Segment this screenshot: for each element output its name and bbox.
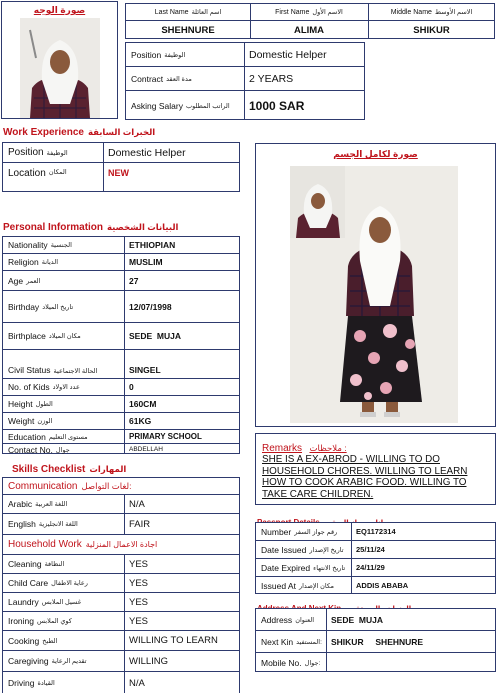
work-position-value: Domestic Helper — [108, 146, 186, 159]
driving-label: Driving القيادة — [8, 678, 55, 688]
cleaning-value: YES — [129, 558, 149, 570]
contract-label: Contract مدة العقد — [131, 73, 192, 84]
civil-status-label: Civil Status الحالة الاجتماعية — [8, 365, 98, 375]
face-photo — [20, 18, 100, 118]
contact-value: ABDELLAH — [129, 446, 163, 453]
education-value: PRIMARY SCHOOL — [129, 432, 202, 441]
skills-table — [2, 477, 240, 693]
education-label: Education مستوى التعليم — [8, 431, 88, 442]
age-value: 27 — [129, 275, 139, 286]
date-expired-value: 24/11/29 — [356, 563, 385, 572]
nationality-value: ETHIOPIAN — [129, 240, 176, 250]
work-experience-table — [2, 142, 240, 192]
nationality-label: Nationality الجنسية — [8, 240, 72, 250]
personal-info-title: Personal Information البيانات الشخصية — [3, 222, 179, 233]
cooking-value: WILLING TO LEARN — [129, 635, 218, 646]
cooking-label: Cooking الطبخ — [8, 635, 58, 646]
mobile-label: Mobile No. جوال: — [261, 657, 321, 668]
ironing-label: Ironing كوي الملابس — [8, 616, 72, 626]
height-label: Height الطول — [8, 399, 53, 409]
english-label: English اللغة الانجليزية — [8, 519, 78, 529]
home-address-value: SEDE MUJA — [331, 614, 383, 625]
driving-value: N/A — [129, 677, 145, 689]
religion-label: Religion الديانة — [8, 257, 59, 267]
middle-name-value: SHIKUR — [413, 24, 450, 36]
arabic-label: Arabic اللغة العربية — [8, 499, 68, 509]
full-photo-title: صورة لكامل الجسم — [333, 149, 418, 159]
salary-label: Asking Salary الراتب المطلوب — [131, 100, 230, 111]
date-issued-label: Date Issued تاريخ الإصدار — [261, 544, 344, 555]
english-value: FAIR — [129, 518, 151, 530]
last-name-value: SHEHNURE — [161, 24, 215, 36]
first-name-header: First Name الاسم الأول — [275, 8, 343, 16]
passport-number-value: EQ1172314 — [356, 527, 396, 536]
caregiving-value: WILLING — [129, 655, 169, 667]
work-location-label: Location المكان — [8, 168, 67, 179]
face-photo-frame — [1, 1, 118, 119]
remarks-text: SHE IS A EX-ABROD - WILLING TO DO HOUSEHOLD CHORES. WILLING TO LEARN HOW TO COOK ARABIC FOOD. WILLING TO TAKE CARE CHILDREN. — [262, 454, 468, 500]
birthday-value: 12/07/1998 — [129, 301, 172, 312]
skills-title: Skills Checklist المهارات — [12, 464, 127, 475]
position-label: Position الوظيفة — [131, 49, 186, 60]
religion-value: MUSLIM — [129, 257, 163, 267]
name-table — [125, 3, 495, 39]
communication-heading: Communication لغات التواصل: — [8, 480, 132, 492]
full-photo-frame — [255, 143, 496, 427]
address-table — [255, 608, 496, 672]
remarks-box — [255, 433, 496, 505]
next-kin-label: Next Kin المستفيد: — [261, 636, 322, 647]
date-expired-label: Date Expired تاريخ الانتهاء — [261, 562, 346, 573]
cleaning-label: Cleaning النظافة — [8, 559, 65, 569]
contract-value: 2 YEARS — [249, 72, 294, 85]
face-photo-title: صورة الوجه — [33, 5, 86, 15]
childcare-label: Child Care رعاية الاطفال — [8, 578, 88, 588]
laundry-label: Laundry غسيل الملابس — [8, 597, 82, 607]
birthday-label: Birthday تاريخ الميلاد — [8, 301, 74, 312]
passport-number-label: Number رقم جواز السفر — [261, 526, 338, 537]
age-label: Age العمر — [8, 275, 41, 286]
work-position-label: Position الوظيفة — [8, 147, 68, 158]
weight-value: 61KG — [129, 416, 152, 426]
caregiving-label: Caregiving تقديم الرعاية — [8, 656, 87, 666]
work-location-value: NEW — [108, 168, 129, 178]
home-address-label: Address العنوان — [261, 614, 315, 625]
arabic-value: N/A — [129, 498, 145, 510]
salary-value: 1000 SAR — [249, 98, 305, 113]
ironing-value: YES — [129, 615, 149, 627]
contact-label: Contact No. جوال — [8, 444, 70, 455]
remarks-heading: Remarks ملاحظات : — [262, 443, 347, 454]
household-heading: Household Work اجادة الاعمال المنزلية — [8, 539, 158, 550]
full-body-photo — [290, 166, 458, 423]
work-experience-title: Work Experience الخبرات السابقة — [3, 127, 156, 138]
date-issued-value: 25/11/24 — [356, 545, 385, 554]
position-value: Domestic Helper — [249, 48, 327, 61]
passport-table — [255, 522, 496, 594]
childcare-value: YES — [129, 577, 149, 589]
summary-table — [125, 42, 365, 120]
mobile-value — [326, 653, 495, 672]
birthplace-label: Birthplace مكان الميلاد — [8, 331, 81, 341]
next-kin-value: SHIKUR SHEHNURE — [331, 636, 424, 647]
kids-label: No. of Kids عدد الاولاد — [8, 382, 80, 392]
birthplace-value: SEDE MUJA — [129, 331, 181, 341]
issued-at-label: Issued At مكان الإصدار — [261, 580, 334, 591]
kids-value: 0 — [129, 382, 134, 392]
issued-at-value: ADDIS ABABA — [356, 581, 409, 590]
personal-info-table — [2, 236, 240, 454]
laundry-value: YES — [129, 596, 149, 608]
weight-label: Weight الوزن — [8, 416, 53, 426]
last-name-header: Last Name اسم العائلة — [154, 8, 222, 16]
middle-name-header: Middle Name الاسم الأوسط — [390, 8, 473, 16]
civil-status-value: SINGEL — [129, 365, 161, 375]
height-value: 160CM — [129, 399, 157, 409]
first-name-value: ALIMA — [293, 24, 325, 36]
